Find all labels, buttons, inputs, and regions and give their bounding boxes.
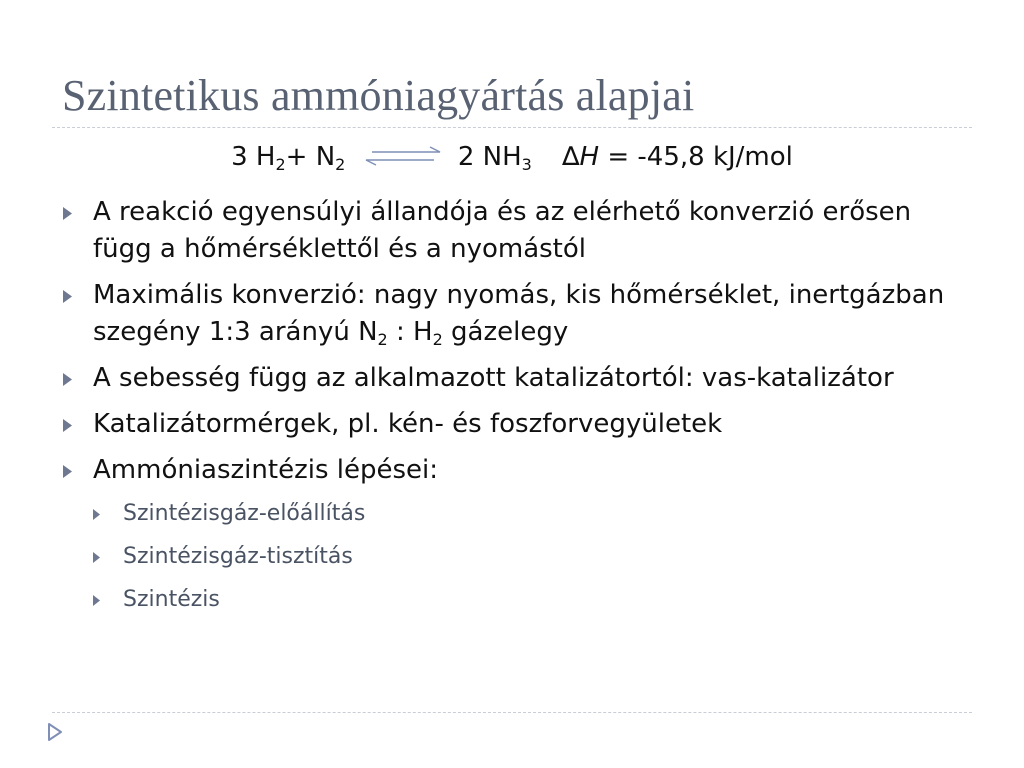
- reactant-nitrogen-text: + N: [285, 142, 336, 172]
- product-ammonia: [458, 142, 532, 172]
- reaction-equation: [0, 142, 1024, 172]
- bullet-text: A reakció egyensúlyi állandója és az elérhető konverzió erősen függ a hőmérséklettől és a nyomástól: [93, 197, 912, 264]
- bullet-text: Katalizátormérgek, pl. kén- és foszforvegyületek: [93, 409, 723, 439]
- triangle-right-icon: [62, 418, 73, 433]
- triangle-right-icon: [62, 372, 73, 387]
- bullet-item: [62, 452, 962, 489]
- triangle-right-icon: [62, 206, 73, 221]
- enthalpy-symbol: H: [579, 142, 600, 172]
- enthalpy-value: = -45,8 kJ/mol: [599, 142, 793, 172]
- bullet-item: [62, 277, 962, 351]
- title-divider: [52, 127, 972, 128]
- delta-symbol: ∆: [562, 142, 580, 172]
- product-ammonia-subscript: 3: [521, 155, 532, 174]
- sub-bullet-item: [92, 541, 962, 573]
- sub-bullet-text: Szintézisgáz-tisztítás: [123, 544, 353, 569]
- triangle-right-icon: [92, 508, 101, 521]
- bullet-text: Maximális konverzió: nagy nyomás, kis hőmérséklet, inertgázban szegény 1:3 arányú N: [93, 280, 945, 347]
- bullet-subscript: 2: [432, 330, 443, 349]
- sub-bullet-text: Szintézisgáz-előállítás: [123, 501, 366, 526]
- sub-bullet-item: [92, 584, 962, 616]
- triangle-right-icon: [62, 464, 73, 479]
- bullet-text: A sebesség függ az alkalmazott katalizátortól: vas-katalizátor: [93, 363, 894, 393]
- equilibrium-arrows-icon: [364, 145, 442, 167]
- reactant-hydrogen-subscript: 2: [275, 155, 286, 174]
- bullet-text: Ammóniaszintézis lépései:: [93, 455, 438, 485]
- bullet-text: : H: [387, 317, 433, 347]
- footer-divider: [52, 712, 972, 713]
- triangle-right-icon: [62, 289, 73, 304]
- enthalpy-change: [562, 142, 793, 172]
- sub-bullet-item: [92, 498, 962, 530]
- reactant-hydrogen: [231, 142, 286, 172]
- sub-bullet-text: Szintézis: [123, 587, 220, 612]
- reactant-nitrogen: [286, 142, 346, 172]
- play-triangle-icon[interactable]: [47, 722, 63, 742]
- triangle-right-icon: [92, 594, 101, 607]
- bullet-list: [62, 194, 962, 627]
- bullet-subscript: 2: [377, 330, 388, 349]
- triangle-right-icon: [92, 551, 101, 564]
- reactant-hydrogen-text: 3 H: [231, 142, 276, 172]
- bullet-text: gázelegy: [442, 317, 569, 347]
- slide-title: Szintetikus ammóniagyártás alapjai: [62, 71, 695, 120]
- bullet-item: [62, 194, 962, 268]
- reactant-nitrogen-subscript: 2: [335, 155, 346, 174]
- bullet-item: [62, 406, 962, 443]
- bullet-item: [62, 360, 962, 397]
- product-ammonia-text: 2 NH: [457, 142, 522, 172]
